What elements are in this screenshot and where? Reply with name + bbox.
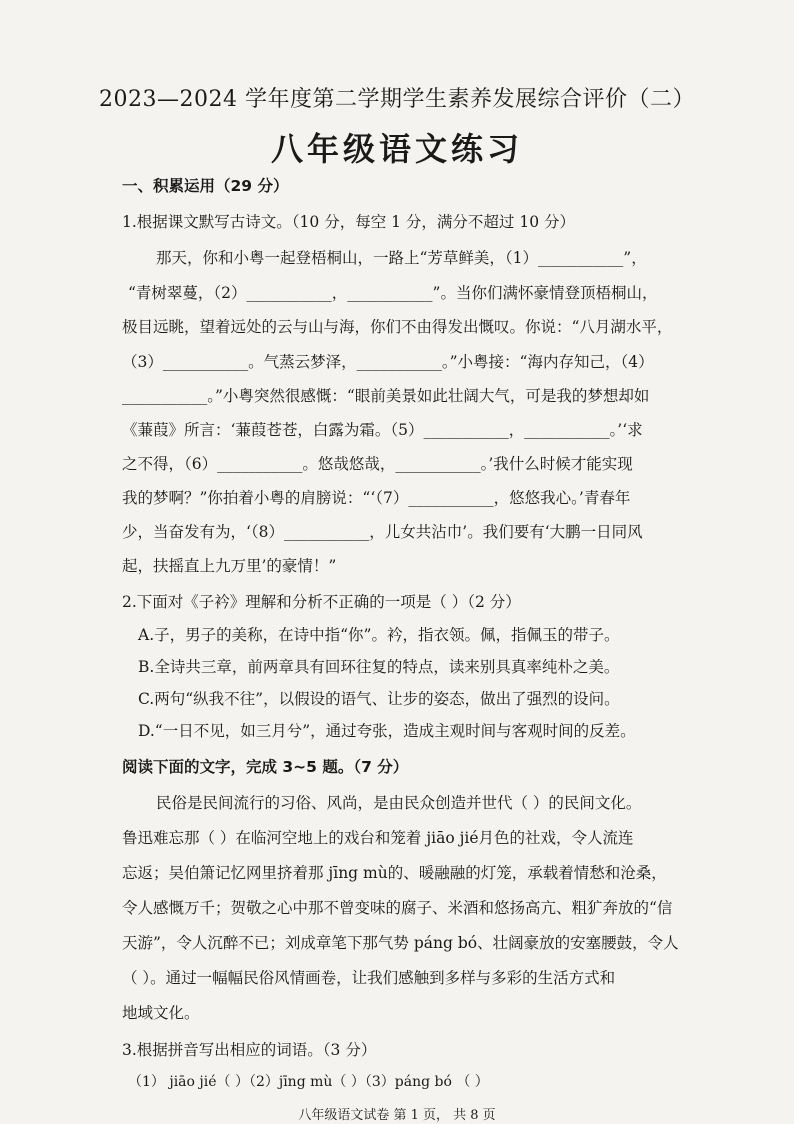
option-a: A.子，男子的美称，在诗中指“你”。衿，指衣领。佩，指佩玉的带子。: [138, 626, 620, 644]
reading-line: 令人感慨万千；贺敬之心中那不曾变味的腐子、米酒和悠扬高亢、粗犷奔放的“信: [122, 899, 673, 917]
exam-title: 2023—2024 学年度第二学期学生素养发展综合评价（二）: [99, 87, 695, 112]
passage-line: ___________。”小粤突然很感慨：“眼前美景如此壮阔大气，可是我的梦想却如: [122, 387, 650, 405]
reading-line: 鲁迅难忘那（ ）在临河空地上的戏台和笼着 jiāo jié月色的社戏，令人流连: [122, 829, 634, 847]
passage-line: 我的梦啊？”你拍着小粤的肩膀说：“‘（7）___________，悠悠我心。’青春年: [122, 489, 631, 507]
question-3-prompt: 3.根据拼音写出相应的词语。（3 分）: [122, 1041, 377, 1059]
option-c: C.两句“纵我不往”，以假设的语气、让步的姿态，做出了强烈的设问。: [138, 690, 620, 708]
page-footer: 八年级语文试卷 第 1 页， 共 8 页: [298, 1108, 496, 1123]
reading-line: 民俗是民间流行的习俗、风尚，是由民众创造并世代（ ）的民间文化。: [156, 794, 642, 812]
question-1-prompt: 1.根据课文默写古诗文。（10 分，每空 1 分，满分不超过 10 分）: [122, 213, 575, 231]
question-3-answers: （1） jiāo jié（ ）（2）jīng mù（ ）（3）páng bó （ ）: [128, 1074, 489, 1090]
passage-line: 那天，你和小粤一起登梧桐山，一路上“芳草鲜美，（1）___________”，: [156, 249, 647, 267]
reading-line: 地域文化。: [122, 1004, 200, 1022]
passage-line: 《蒹葭》所言：‘蒹葭苍苍，白露为霜。（5）___________，___________。’‘求: [122, 421, 643, 439]
reading-heading: 阅读下面的文字，完成 3~5 题。（7 分）: [122, 758, 409, 776]
section-heading: 一、积累运用（29 分）: [122, 177, 289, 195]
option-d: D.“一日不见，如三月兮”，通过夸张，造成主观时间与客观时间的反差。: [138, 722, 636, 740]
reading-line: 天游”，令人沉醉不已；刘成章笔下那气势 páng bó、壮阔豪放的安塞腰鼓，令人: [122, 934, 679, 952]
passage-line: （3）___________。气蒸云梦泽，___________。”小粤接：“海内存知己，（4）: [122, 353, 654, 371]
reading-line: （ ）。通过一幅幅民俗风情画卷，让我们感触到多样与多彩的生活方式和: [122, 969, 616, 987]
question-2-prompt: 2.下面对《子衿》理解和分析不正确的一项是（ ）（2 分）: [122, 593, 521, 611]
reading-line: 忘返；吴伯箫记忆网里挤着那 jīng mù的、暖融融的灯笼，承载着情愁和沧桑，: [122, 864, 667, 882]
option-b: B.全诗共三章，前两章具有回环往复的特点，读来别具真率纯朴之美。: [138, 658, 620, 676]
passage-line: “青树翠蔓，（2）___________，___________”。当你们满怀豪情登顶梧桐山，: [128, 284, 658, 302]
passage-line: 极目远眺，望着远处的云与山与海，你们不由得发出慨叹。你说：“八月湖水平，: [122, 318, 673, 336]
passage-line: 之不得，（6）___________。悠哉悠哉，___________。’我什么时候才能实现: [122, 455, 633, 473]
exam-subtitle: 八年级语文练习: [270, 130, 523, 168]
passage-line: 少，当奋发有为，‘（8）___________，儿女共沾巾’。我们要有‘大鹏一日同风: [122, 523, 643, 541]
passage-line: 起，扶摇直上九万里’的豪情！”: [122, 557, 337, 575]
